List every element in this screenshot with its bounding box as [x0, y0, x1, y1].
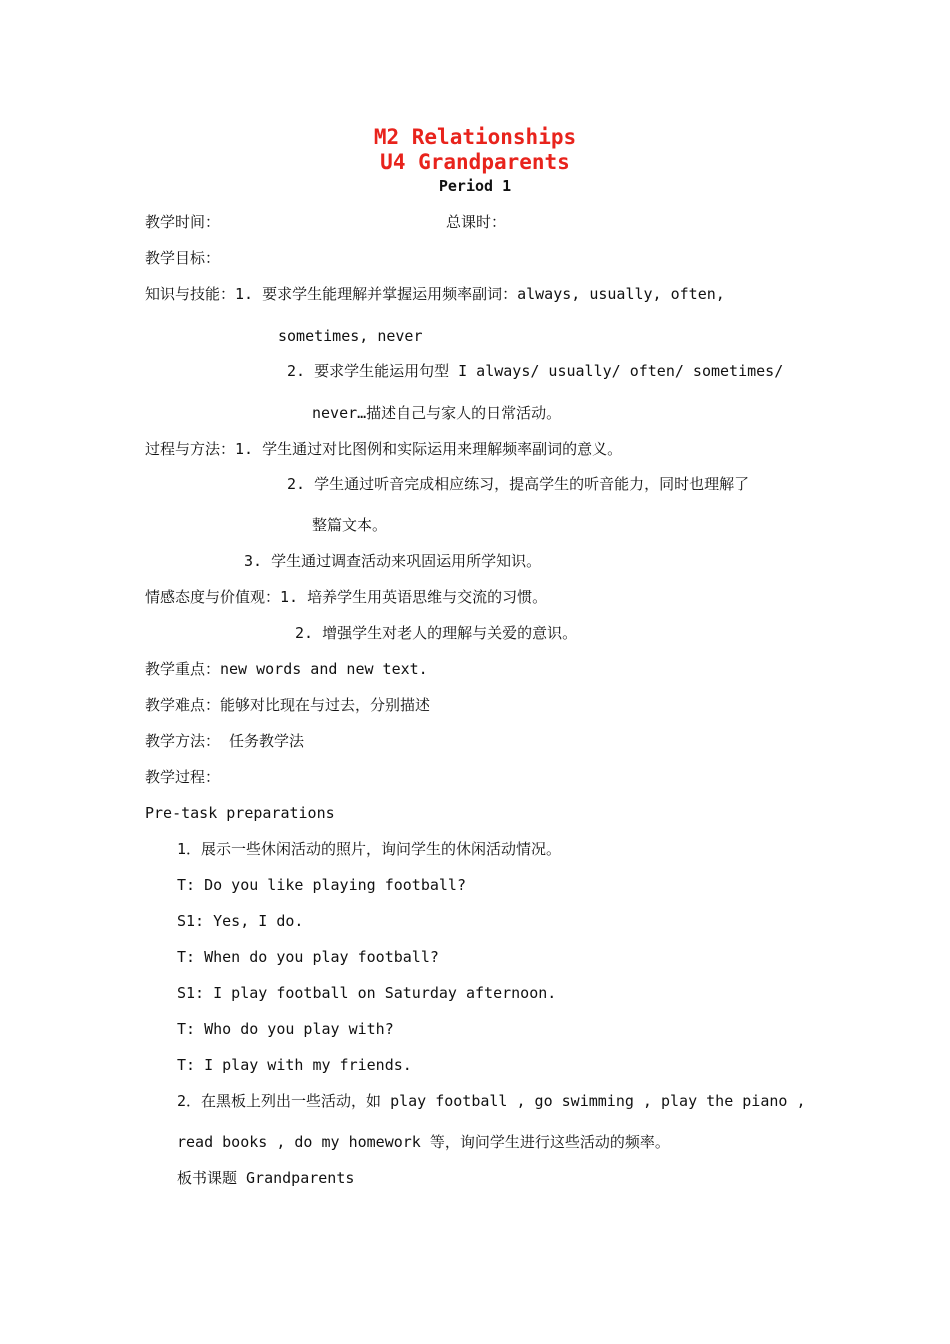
time-label: 教学时间： — [145, 213, 221, 231]
period-title: Period 1 — [438, 177, 512, 195]
total-hours-label: 总课时： — [446, 213, 507, 231]
unit-title: U4 Grandparents — [380, 150, 570, 174]
attitude-line-1: 情感态度与价值观：1. 培养学生用英语思维与交流的习惯。 — [145, 588, 548, 606]
process-line-1: 过程与方法：1. 学生通过对比图例和实际运用来理解频率副词的意义。 — [145, 440, 623, 458]
knowledge-line-2: sometimes, never — [278, 327, 423, 345]
pretask-heading: Pre-task preparations — [145, 804, 335, 822]
dialogue-line: T: Who do you play with? — [177, 1020, 394, 1038]
pretask-step-2-line-1: 2．在黑板上列出一些活动，如 play football , go swimming , play the piano , — [177, 1092, 806, 1110]
knowledge-line-4: never…描述自己与家人的日常活动。 — [312, 404, 562, 422]
process-line-2: 2. 学生通过听音完成相应练习，提高学生的听音能力，同时也理解了 — [287, 475, 750, 493]
dialogue-line: S1: I play football on Saturday afternoon. — [177, 984, 557, 1002]
teaching-focus: 教学重点：new words and new text. — [145, 660, 428, 678]
knowledge-line-1: 知识与技能：1. 要求学生能理解并掌握运用频率副词：always, usually, often, — [145, 285, 725, 303]
goals-label: 教学目标： — [145, 249, 221, 267]
dialogue-line: T: When do you play football? — [177, 948, 439, 966]
teaching-difficulty: 教学难点：能够对比现在与过去，分别描述 — [145, 696, 431, 714]
pretask-step-1: 1．展示一些休闲活动的照片，询问学生的休闲活动情况。 — [177, 840, 562, 858]
board-title-note: 板书课题 Grandparents — [177, 1169, 355, 1187]
dialogue-line: T: Do you like playing football? — [177, 876, 466, 894]
teaching-method: 教学方法： 任务教学法 — [145, 732, 305, 750]
dialogue-line: T: I play with my friends. — [177, 1056, 412, 1074]
attitude-line-2: 2. 增强学生对老人的理解与关爱的意识。 — [295, 624, 578, 642]
knowledge-line-3: 2. 要求学生能运用句型 I always/ usually/ often/ sometimes/ — [287, 362, 784, 380]
process-line-3: 整篇文本。 — [312, 516, 388, 534]
process-line-4: 3. 学生通过调查活动来巩固运用所学知识。 — [244, 552, 542, 570]
procedure-label: 教学过程： — [145, 768, 221, 786]
pretask-step-2-line-2: read books , do my homework 等，询问学生进行这些活动的频率。 — [177, 1133, 670, 1151]
dialogue-line: S1: Yes, I do. — [177, 912, 304, 930]
module-title: M2 Relationships — [373, 125, 577, 149]
